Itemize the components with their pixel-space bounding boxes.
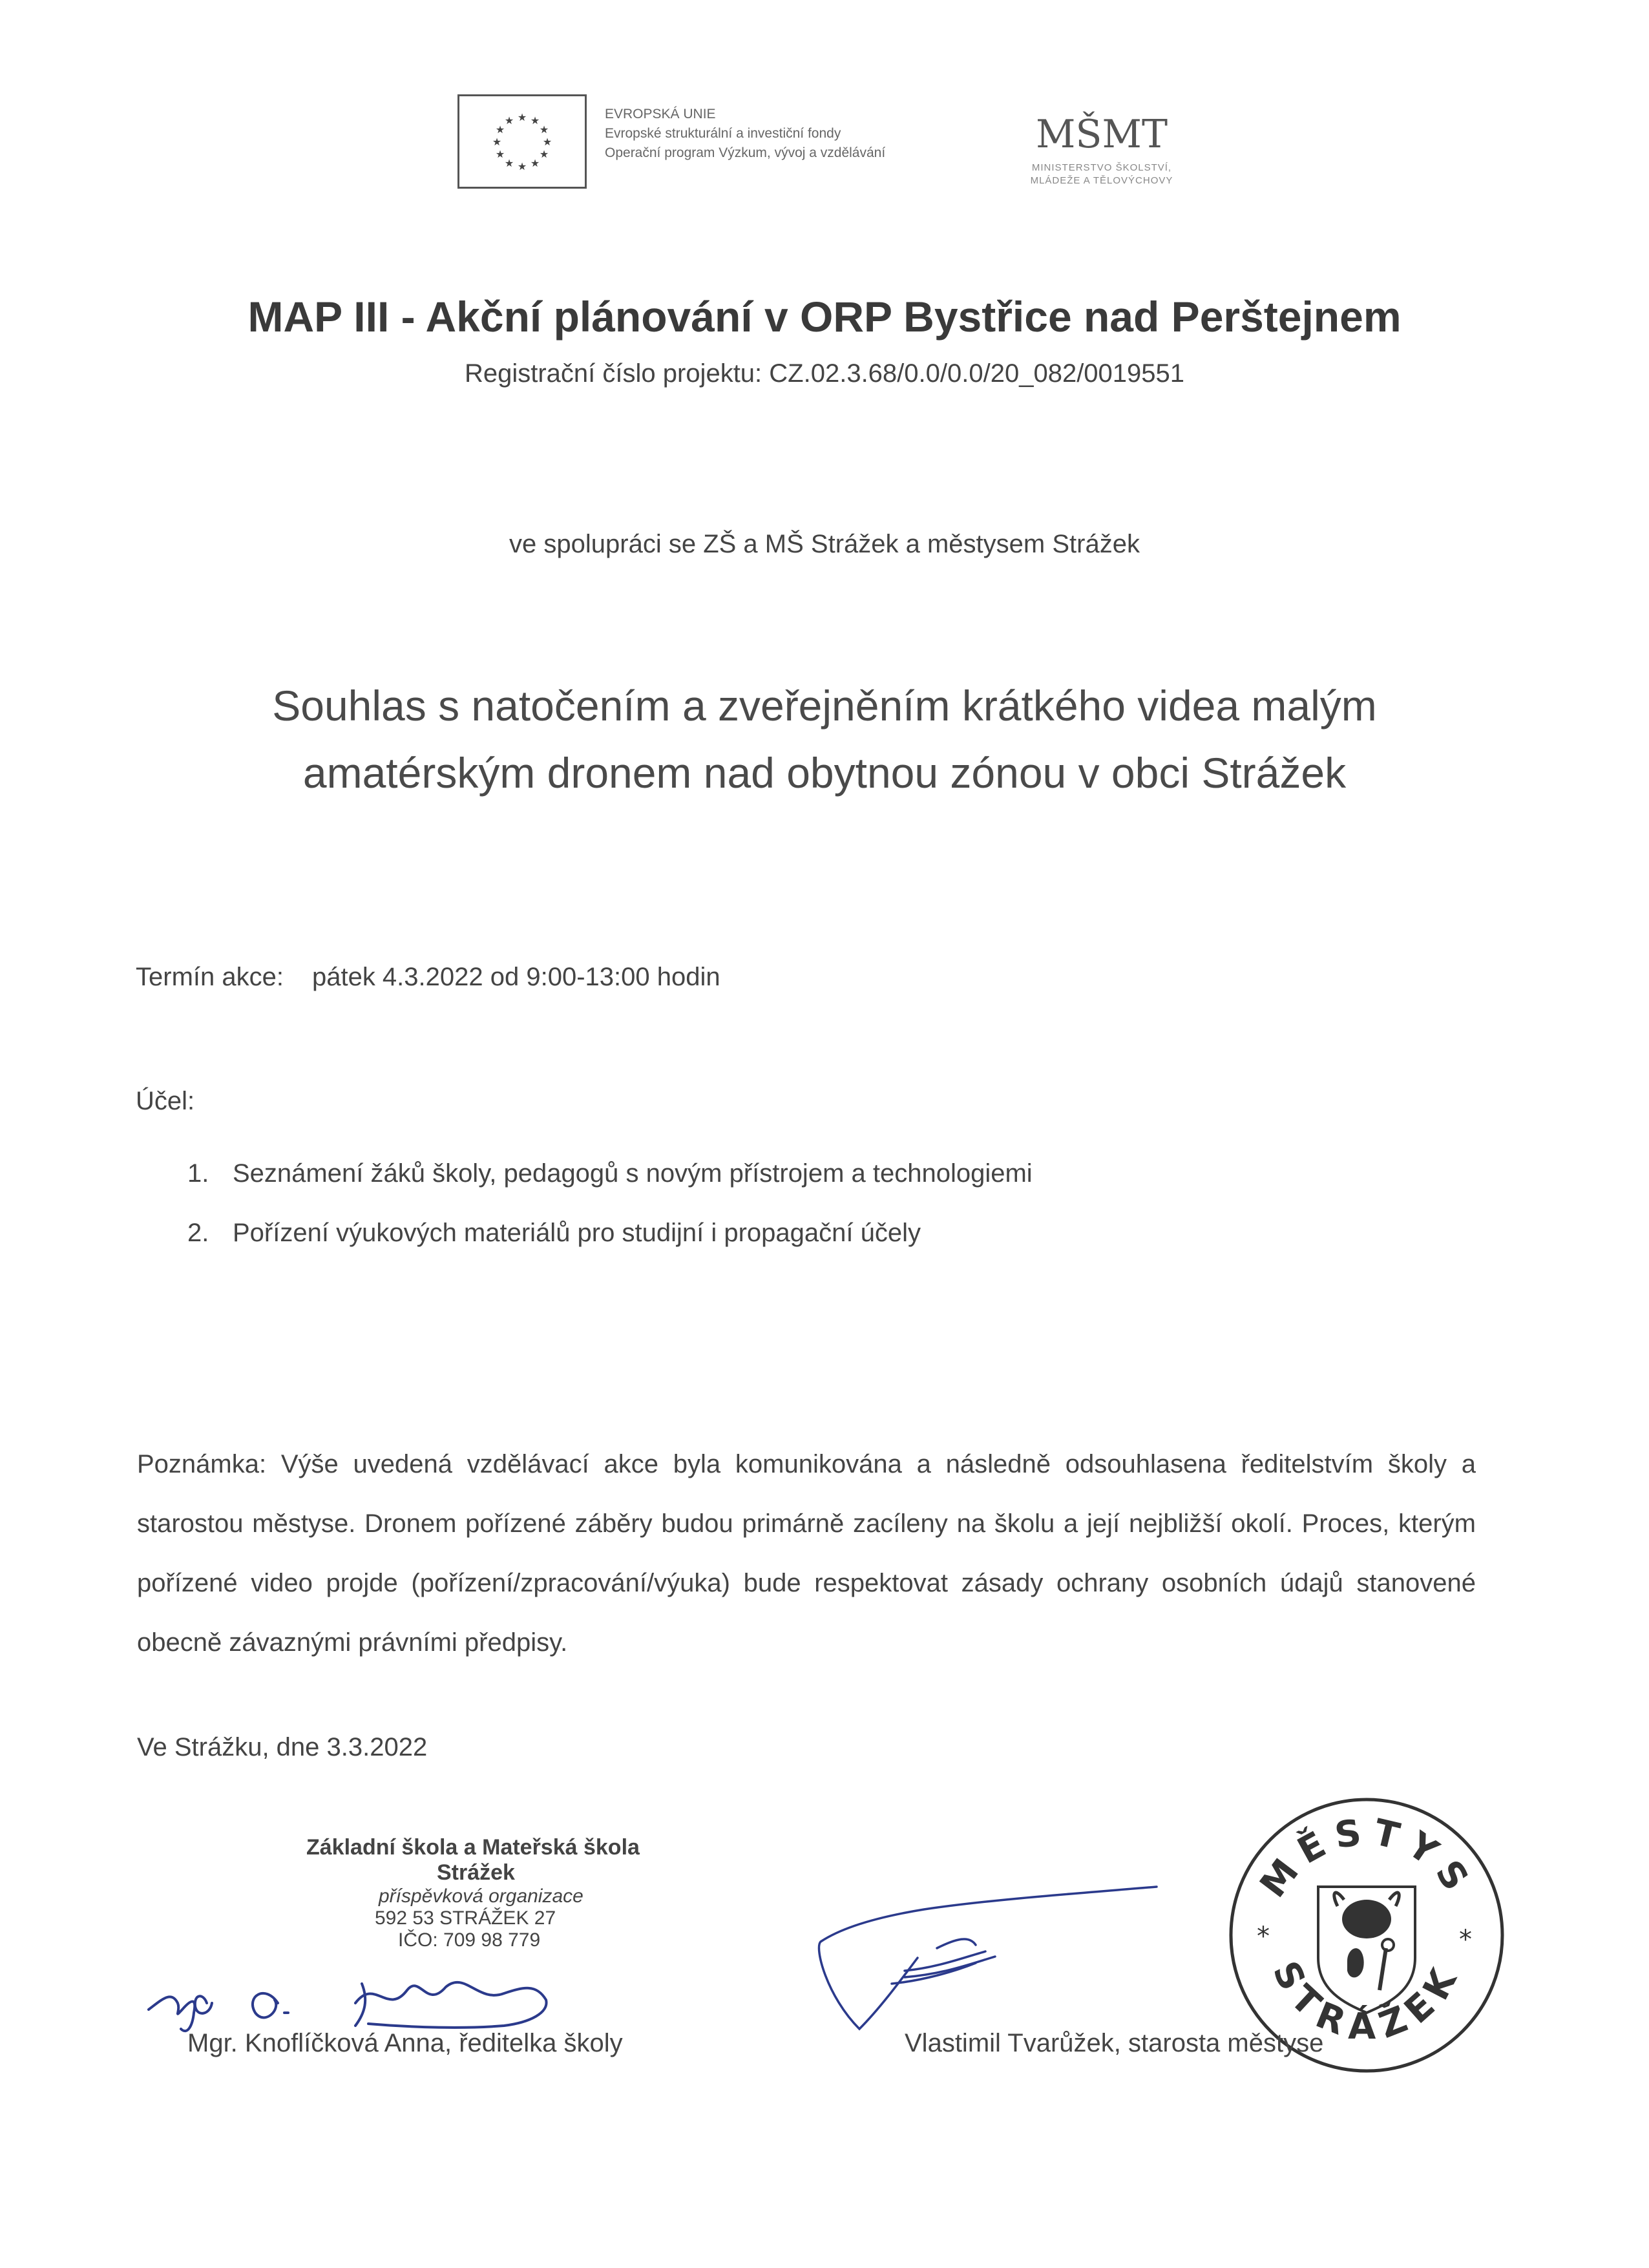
list-text: Seznámení žáků školy, pedagogů s novým přístrojem a technologiemi xyxy=(233,1159,1033,1188)
msmt-line: MLÁDEŽE A TĚLOVÝCHOVY xyxy=(1030,175,1173,186)
svg-text:★: ★ xyxy=(539,123,549,136)
msmt-subtitle xyxy=(995,162,1208,187)
list-text: Pořízení výukových materiálů pro studijní i propagační účely xyxy=(233,1219,921,1247)
event-date xyxy=(136,963,720,992)
eu-line: EVROPSKÁ UNIE xyxy=(605,107,716,121)
list-item xyxy=(187,1144,1033,1203)
eu-line: Operační program Výzkum, vývoj a vzdělávání xyxy=(605,145,886,160)
registration-number: Registrační číslo projektu: CZ.02.3.68/0.0/0.0/20_082/0019551 xyxy=(464,359,1185,388)
coat-of-arms-icon xyxy=(1318,1887,1415,2013)
purpose-list xyxy=(187,1144,1033,1263)
svg-text:★: ★ xyxy=(530,157,540,169)
event-date-label: Termín akce: xyxy=(136,963,284,991)
eu-line: Evropské strukturální a investiční fondy xyxy=(605,126,841,141)
svg-text:★: ★ xyxy=(542,136,552,148)
svg-text:★: ★ xyxy=(492,136,502,148)
stamp-line: Základní škola a Mateřská škola xyxy=(306,1835,640,1860)
stamp-line: IČO: 709 98 779 xyxy=(398,1929,541,1951)
event-date-value: pátek 4.3.2022 od 9:00-13:00 hodin xyxy=(311,963,720,991)
svg-text:★: ★ xyxy=(504,157,514,169)
asterisk-icon: * xyxy=(1257,1922,1270,1951)
svg-text:★: ★ xyxy=(539,148,549,160)
msmt-line: MINISTERSTVO ŠKOLSTVÍ, xyxy=(1031,162,1172,173)
stamp-line: 592 53 STRÁŽEK 27 xyxy=(375,1907,556,1929)
list-item xyxy=(187,1203,1033,1263)
heading-line: Souhlas s natočením a zveřejněním krátkého videa malým xyxy=(272,682,1377,730)
stamp-line: příspěvková organizace xyxy=(379,1885,583,1907)
school-stamp xyxy=(284,1835,685,1951)
director-signature xyxy=(142,1964,594,2081)
cooperation-line: ve spolupráci se ZŠ a MŠ Strážek a městysem Strážek xyxy=(509,530,1140,558)
note-paragraph: Poznámka: Výše uvedená vzdělávací akce byla komunikována a následně odsouhlasena ředitelstvím školy a starostou městyse. Dronem pořízené záběry budou primárně zacíleny na školu a její nejbližší okolí. Proces, kterým pořízené video projde (pořízení/zpracování/výuka) bude respektovat zásady ochrany osobních údajů stanovené obecně závaznými právními předpisy. xyxy=(137,1450,1476,1657)
director-name: Mgr. Knoflíčková Anna, ředitelka školy xyxy=(187,2029,623,2057)
svg-text:★: ★ xyxy=(517,160,527,173)
stamp-line: Strážek xyxy=(437,1860,515,1885)
consent-heading xyxy=(0,672,1649,806)
heading-line: amatérským dronem nad obytnou zónou v obci Strážek xyxy=(302,749,1347,797)
purpose-label: Účel: xyxy=(136,1087,195,1115)
eu-stars-icon xyxy=(459,96,585,187)
document-title: MAP III - Akční plánování v ORP Bystřice nad Perštejnem xyxy=(247,293,1402,341)
msmt-logo-text: MŠMT xyxy=(1036,112,1168,157)
svg-text:★: ★ xyxy=(530,114,540,127)
mayor-name: Vlastimil Tvarůžek, starosta městyse xyxy=(905,2029,1324,2057)
seal-top-text: MĚSTYS xyxy=(1252,1811,1482,1906)
asterisk-icon: * xyxy=(1459,1925,1472,1955)
svg-text:★: ★ xyxy=(504,114,514,127)
eu-text-block xyxy=(605,105,885,163)
svg-text:★: ★ xyxy=(495,148,505,160)
svg-text:★: ★ xyxy=(495,123,505,136)
svg-text:★: ★ xyxy=(517,111,527,123)
list-number: 2. xyxy=(187,1219,209,1247)
eu-flag-logo xyxy=(457,94,587,189)
list-number: 1. xyxy=(187,1159,209,1188)
place-date: Ve Strážku, dne 3.3.2022 xyxy=(137,1733,428,1761)
seal-bottom-text: STRÁŽEK xyxy=(1264,1954,1469,2048)
